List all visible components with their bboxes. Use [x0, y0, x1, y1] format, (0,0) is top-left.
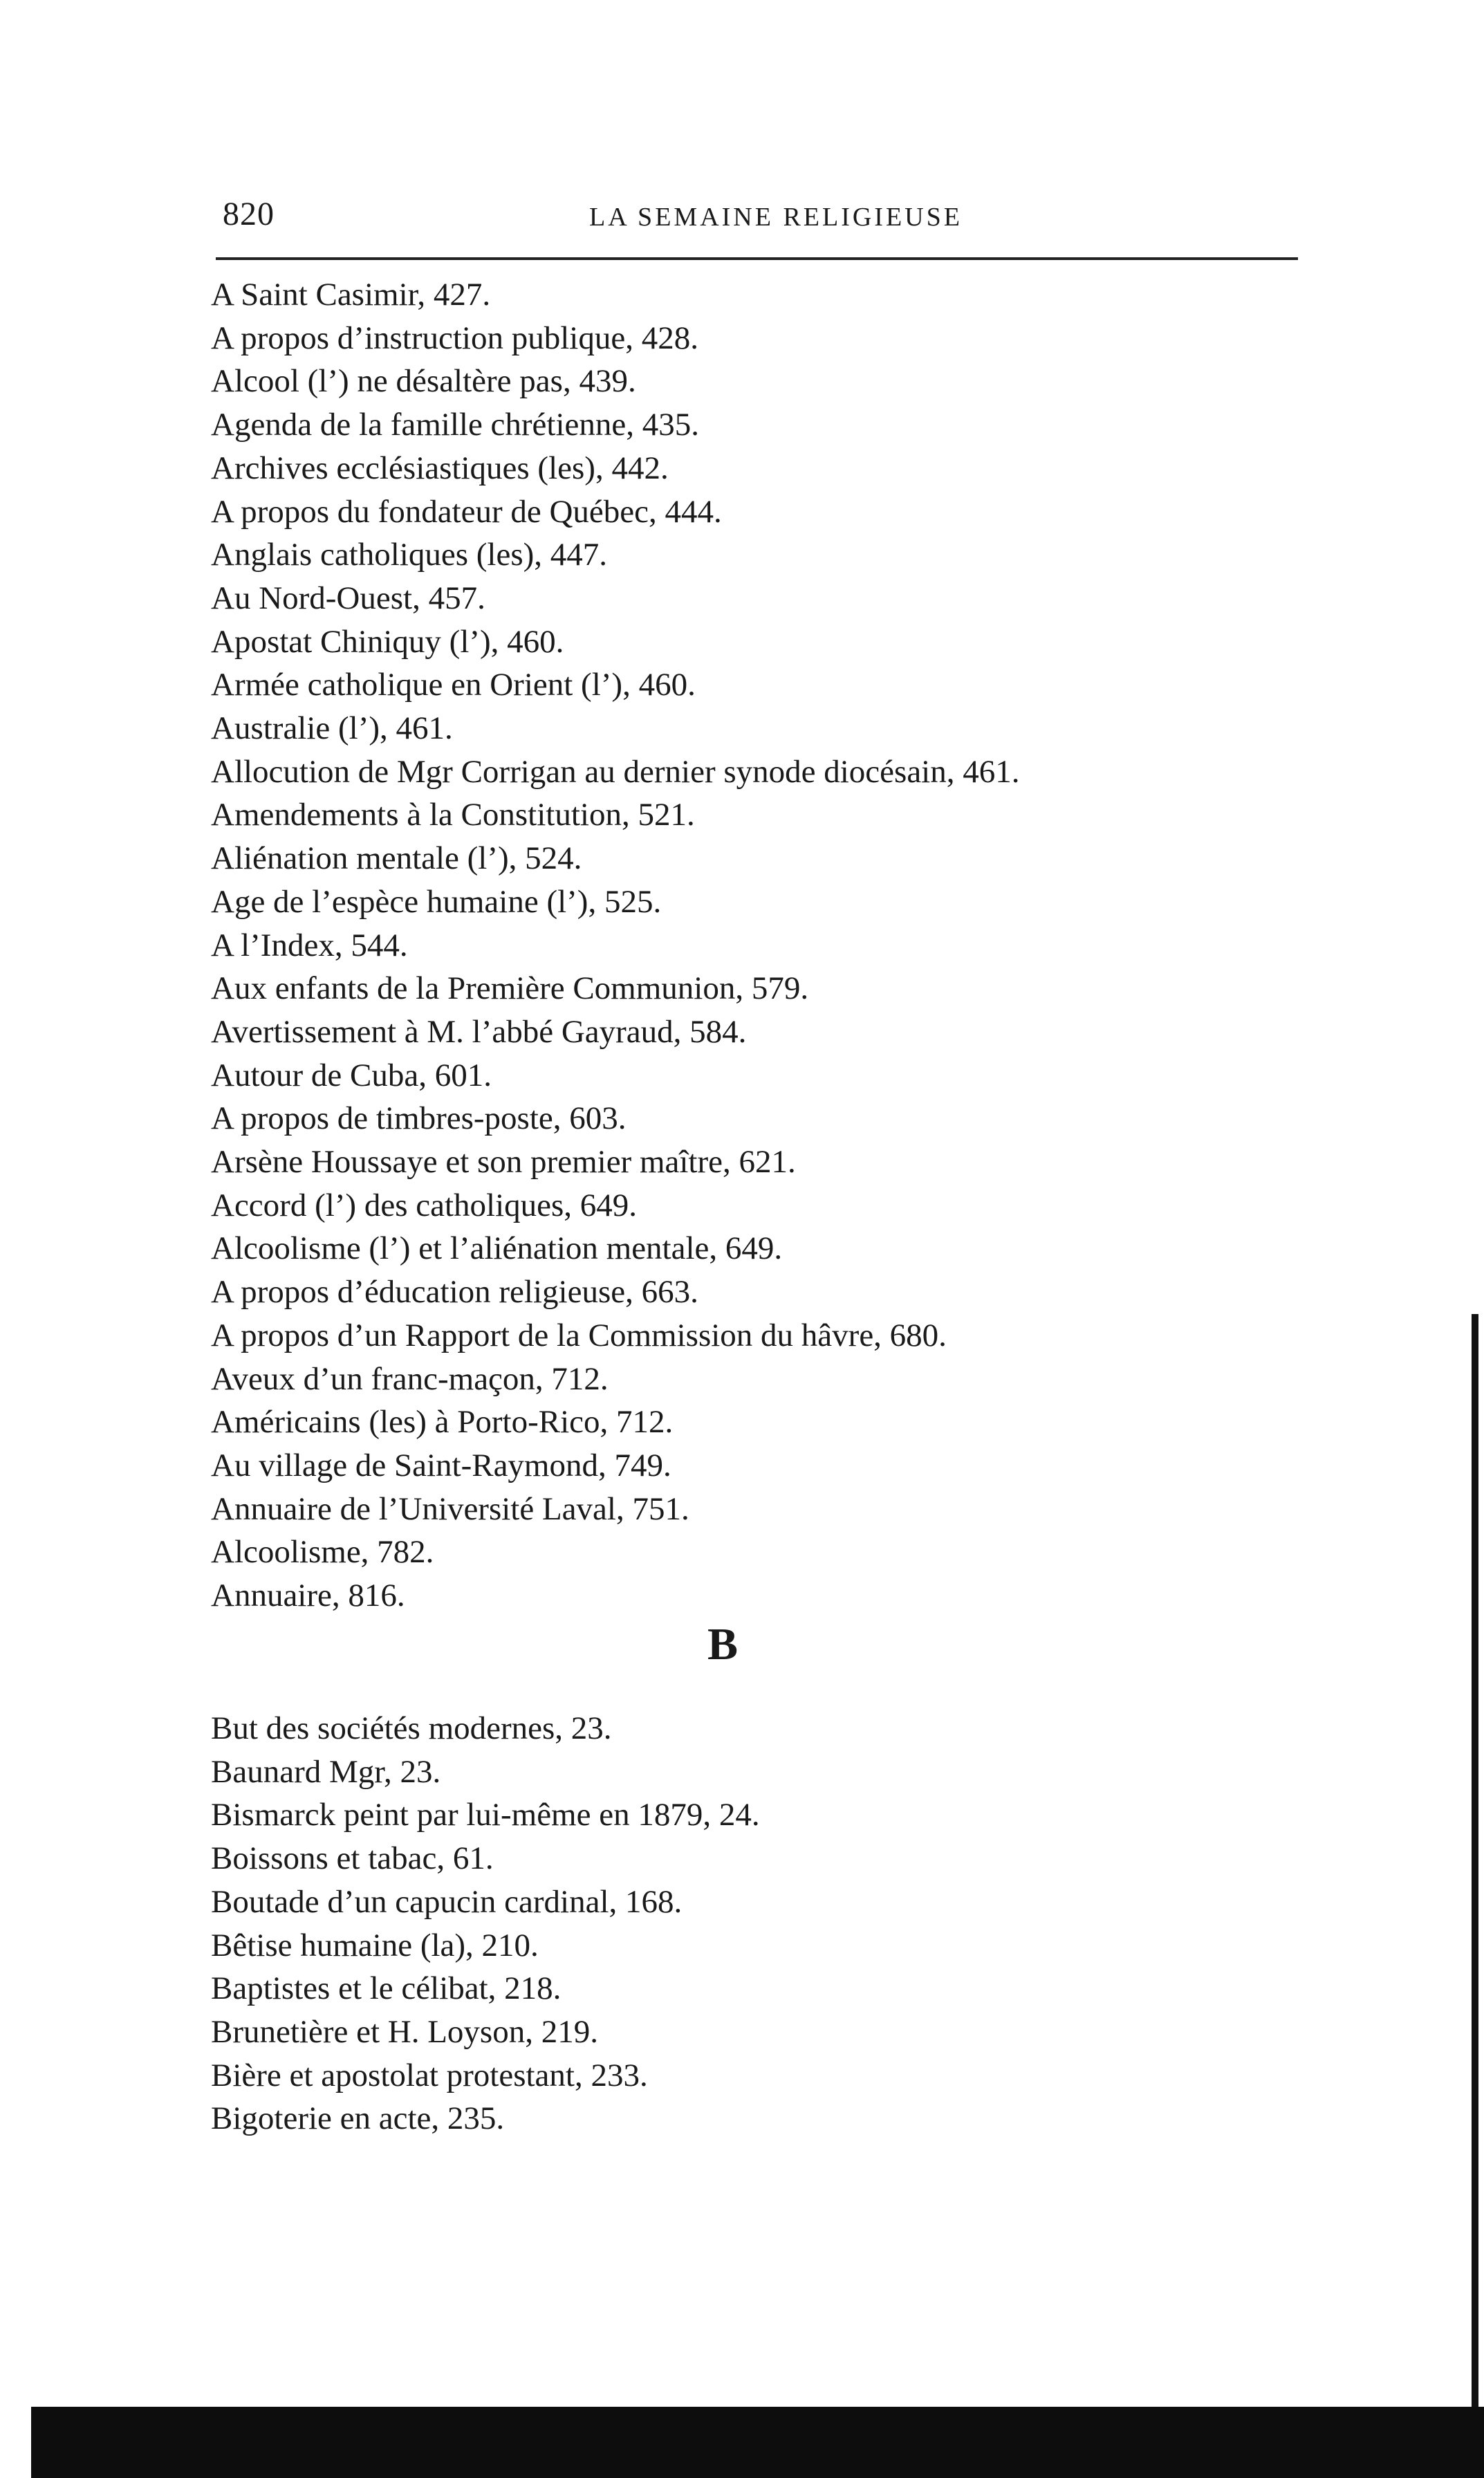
index-entry: Boissons et tabac, 61.: [211, 1840, 494, 1877]
index-entry: Au village de Saint-Raymond, 749.: [211, 1447, 671, 1483]
index-entry: A propos de timbres-poste, 603.: [211, 1100, 627, 1137]
index-entry: Alcool (l’) ne désaltère pas, 439.: [211, 363, 636, 400]
running-title: LA SEMAINE RELIGIEUSE: [589, 203, 963, 232]
index-entry: Avertissement à M. l’abbé Gayraud, 584.: [211, 1013, 747, 1050]
index-entry: Américains (les) à Porto-Rico, 712.: [211, 1404, 674, 1441]
index-entry: Armée catholique en Orient (l’), 460.: [211, 667, 696, 703]
index-entry: Age de l’espèce humaine (l’), 525.: [211, 883, 662, 920]
index-entry: Aliénation mentale (l’), 524.: [211, 840, 582, 877]
index-entry: Apostat Chiniquy (l’), 460.: [211, 623, 564, 660]
index-entry: Australie (l’), 461.: [211, 710, 453, 747]
index-entry: A propos d’un Rapport de la Commission du hâvre, 680.: [211, 1317, 947, 1353]
page-number: 820: [223, 196, 275, 232]
index-entry: But des sociétés modernes, 23.: [211, 1710, 612, 1746]
index-section-a: [211, 273, 1290, 1618]
index-entry: Accord (l’) des catholiques, 649.: [211, 1187, 638, 1223]
index-entry: Annuaire de l’Université Laval, 751.: [211, 1490, 689, 1527]
index-entry: Alcoolisme, 782.: [211, 1534, 434, 1571]
page-header: [223, 195, 1301, 243]
section-letter-b: B: [707, 1619, 739, 1670]
index-entry: A Saint Casimir, 427.: [211, 277, 491, 313]
index-entry: Baptistes et le célibat, 218.: [211, 1970, 562, 2007]
page-edge-shadow: [1472, 1314, 1478, 2407]
index-entry: A propos du fondateur de Québec, 444.: [211, 493, 722, 530]
index-entry: Aux enfants de la Première Communion, 579.: [211, 970, 809, 1007]
index-entry: Arsène Houssaye et son premier maître, 621.: [211, 1144, 796, 1181]
index-entry: Aveux d’un franc-maçon, 712.: [211, 1360, 609, 1397]
index-entry: Bière et apostolat protestant, 233.: [211, 2057, 648, 2093]
index-entry: Bigoterie en acte, 235.: [211, 2100, 505, 2137]
index-entry: Brunetière et H. Loyson, 219.: [211, 2013, 598, 2050]
index-entry: A l’Index, 544.: [211, 927, 408, 963]
index-entry: Allocution de Mgr Corrigan au dernier synode diocésain, 461.: [211, 753, 1020, 790]
index-entry: Au Nord-Ouest, 457.: [211, 580, 485, 616]
index-entry: Annuaire, 816.: [211, 1578, 405, 1614]
index-entry: Alcoolisme (l’) et l’aliénation mentale, 649.: [211, 1230, 783, 1267]
index-entry: Archives ecclésiastiques (les), 442.: [211, 450, 669, 486]
index-entry: A propos d’instruction publique, 428.: [211, 320, 698, 356]
index-entry: Baunard Mgr, 23.: [211, 1753, 441, 1790]
index-entry: Amendements à la Constitution, 521.: [211, 797, 695, 833]
index-entry: Anglais catholiques (les), 447.: [211, 537, 608, 573]
index-entry: Agenda de la famille chrétienne, 435.: [211, 407, 700, 443]
index-entry: Bêtise humaine (la), 210.: [211, 1927, 539, 1963]
header-rule: [216, 257, 1298, 260]
index-entry: A propos d’éducation religieuse, 663.: [211, 1274, 698, 1311]
index-entry: Boutade d’un capucin cardinal, 168.: [211, 1883, 683, 1920]
index-entry: Bismarck peint par lui-même en 1879, 24.: [211, 1797, 760, 1833]
scan-bottom-border: [31, 2407, 1484, 2478]
index-section-b: [211, 1707, 1290, 2140]
index-entry: Autour de Cuba, 601.: [211, 1057, 492, 1093]
